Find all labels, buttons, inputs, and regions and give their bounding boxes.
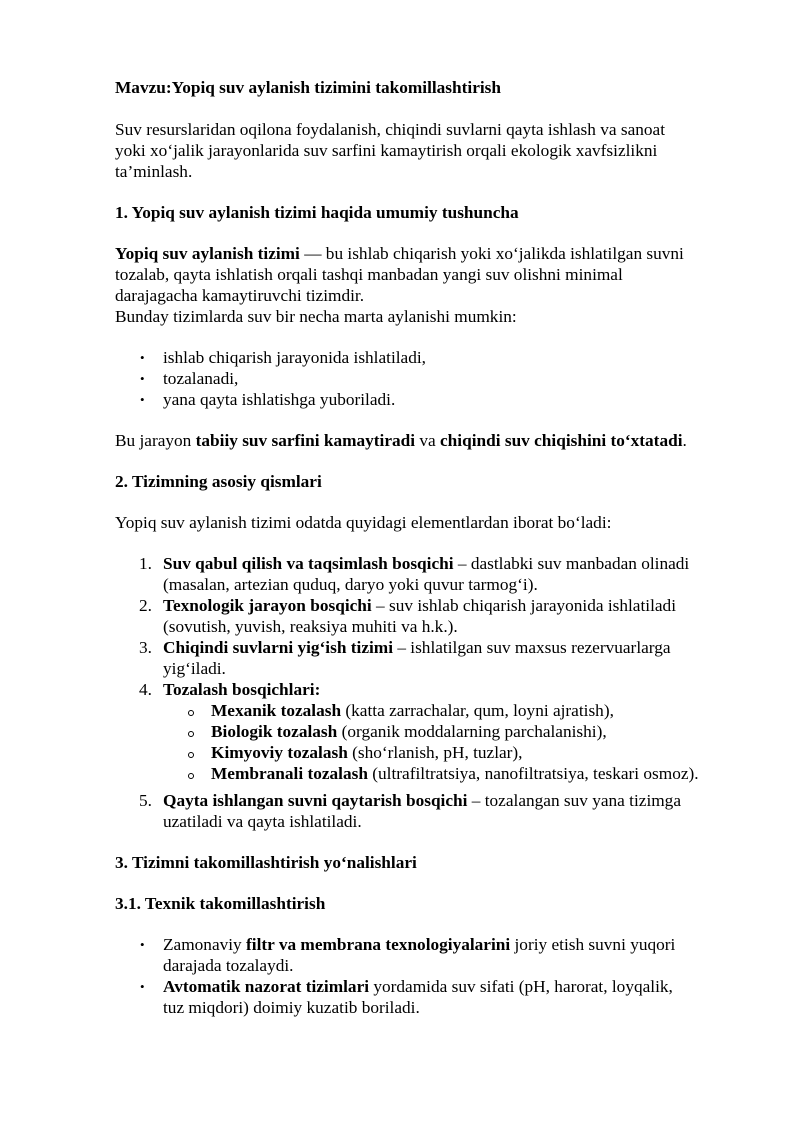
definition-line: Bunday tizimlarda suv bir necha marta aylanishi mumkin: [115, 307, 517, 326]
numbered-item: Tozalash bosqichlari: [163, 680, 321, 699]
sub-list-item: Mexanik tozalash (katta zarrachalar, qum, loyni ajratish), [211, 701, 614, 720]
list-item: Avtomatik nazorat tizimlari yordamida suv sifati (pH, harorat, loyqalik, [163, 977, 673, 996]
definition-line: tozalab, qayta ishlatish orqali tashqi manbadan yangi suv olishni minimal [115, 265, 623, 284]
list-item: yana qayta ishlatishga yuboriladi. [163, 390, 396, 409]
numbered-item-cont: (masalan, artezian quduq, daryo yoki quvur tarmog‘i). [163, 575, 538, 594]
bullet-icon: • [140, 392, 145, 407]
subsection-heading: 3.1. Texnik takomillashtirish [115, 894, 326, 913]
definition-line: Yopiq suv aylanish tizimi — bu ishlab chiqarish yoki xo‘jalikda ishlatilgan suvni [115, 244, 684, 263]
bullet-icon: • [140, 937, 145, 952]
numbered-item: Qayta ishlangan suvni qaytarish bosqichi – tozalangan suv yana tizimga [163, 791, 681, 810]
numbered-item: Chiqindi suvlarni yig‘ish tizimi – ishlatilgan suv maxsus rezervuarlarga [163, 638, 671, 657]
list-number: 1. [139, 554, 152, 573]
summary-line: Bu jarayon tabiiy suv sarfini kamaytiradi va chiqindi suv chiqishini to‘xtatadi. [115, 431, 687, 450]
list-number: 2. [139, 596, 152, 615]
circle-bullet-icon [188, 710, 194, 716]
list-number: 3. [139, 638, 152, 657]
section-heading: 3. Tizimni takomillashtirish yo‘nalishlari [115, 853, 417, 872]
numbered-item-cont: uzatiladi va qayta ishlatiladi. [163, 812, 362, 831]
intro-line: ta’minlash. [115, 162, 193, 181]
list-item: Zamonaviy filtr va membrana texnologiyalarini joriy etish suvni yuqori [163, 935, 676, 954]
parts-intro: Yopiq suv aylanish tizimi odatda quyidagi elementlardan iborat bo‘ladi: [115, 513, 612, 532]
bullet-icon: • [140, 350, 145, 365]
list-item-cont: tuz miqdori) doimiy kuzatib boriladi. [163, 998, 420, 1017]
intro-line: yoki xo‘jalik jarayonlarida suv sarfini kamaytirish orqali ekologik xavfsizlikni [115, 141, 658, 160]
list-item-cont: darajada tozalaydi. [163, 956, 294, 975]
circle-bullet-icon [188, 731, 194, 737]
circle-bullet-icon [188, 752, 194, 758]
list-item: tozalanadi, [163, 369, 239, 388]
list-number: 4. [139, 680, 152, 699]
bullet-icon: • [140, 371, 145, 386]
bullet-icon: • [140, 979, 145, 994]
numbered-item: Suv qabul qilish va taqsimlash bosqichi – dastlabki suv manbadan olinadi [163, 554, 690, 573]
numbered-item-cont: (sovutish, yuvish, reaksiya muhiti va h.k.). [163, 617, 458, 636]
sub-list-item: Biologik tozalash (organik moddalarning parchalanishi), [211, 722, 607, 741]
section-heading: 1. Yopiq suv aylanish tizimi haqida umumiy tushuncha [115, 203, 519, 222]
intro-line: Suv resurslaridan oqilona foydalanish, chiqindi suvlarni qayta ishlash va sanoat [115, 120, 666, 139]
numbered-item-cont: yig‘iladi. [163, 659, 226, 678]
numbered-item: Texnologik jarayon bosqichi – suv ishlab chiqarish jarayonida ishlatiladi [163, 596, 676, 615]
document-title: Mavzu:Yopiq suv aylanish tizimini takomillashtirish [115, 78, 502, 97]
definition-line: darajagacha kamaytiruvchi tizimdir. [115, 286, 365, 305]
sub-list-item: Kimyoviy tozalash (sho‘rlanish, pH, tuzlar), [211, 743, 523, 762]
list-item: ishlab chiqarish jarayonida ishlatiladi, [163, 348, 426, 367]
circle-bullet-icon [188, 773, 194, 779]
list-number: 5. [139, 791, 152, 810]
sub-list-item: Membranali tozalash (ultrafiltratsiya, nanofiltratsiya, teskari osmoz). [211, 764, 699, 783]
section-heading: 2. Tizimning asosiy qismlari [115, 472, 322, 491]
